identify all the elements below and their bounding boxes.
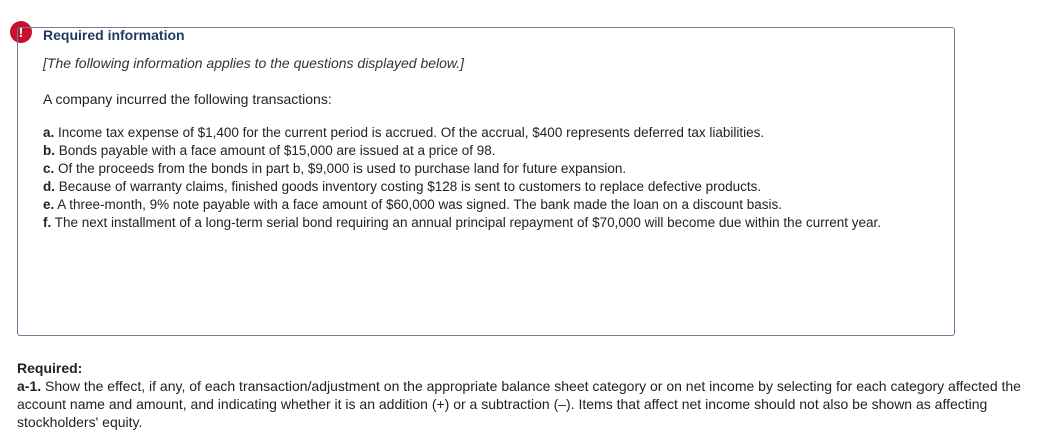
transaction-text: Because of warranty claims, finished goods inventory costing $128 is sent to customers to replace defective products. [58,179,762,194]
requirement-text: Show the effect, if any, of each transaction/adjustment on the appropriate balance sheet category or on net income by selecting for each category affected the account name and amount, and indicating whether it is an addition (+) or a subtraction (–). Items that affect net income should not also be shown as affecting stockholders' equity. [17,378,1021,430]
transaction-letter: e. [43,197,55,212]
transaction-text: Bonds payable with a face amount of $15,000 are issued at a price of 98. [58,143,496,158]
transaction-item-f [43,214,903,232]
transaction-text: Income tax expense of $1,400 for the current period is accrued. Of the accrual, $400 represents deferred tax liabilities. [58,125,765,140]
transaction-item-a [43,124,903,142]
transaction-item-d [43,178,903,196]
transaction-text: A three-month, 9% note payable with a face amount of $60,000 was signed. The bank made the loan on a discount basis. [57,197,783,212]
transaction-letter: c. [43,161,55,176]
info-intro: A company incurred the following transactions: [43,91,332,107]
requirement-number: a-1. [17,378,42,394]
required-section [17,359,1032,431]
transaction-letter: d. [43,179,55,194]
transaction-item-e [43,196,903,214]
transaction-item-b [43,142,903,160]
alert-icon: ! [10,21,32,43]
transaction-letter: a. [43,125,55,140]
required-instruction [17,377,1032,431]
transaction-letter: b. [43,143,55,158]
transaction-text: The next installment of a long-term serial bond requiring an annual principal repayment of $70,000 will become due within the current year. [54,215,881,230]
transaction-letter: f. [43,215,52,230]
info-note: [The following information applies to the questions displayed below.] [43,55,465,71]
transaction-text: Of the proceeds from the bonds in part b, $9,000 is used to purchase land for future expansion. [58,161,627,176]
required-heading: Required: [17,360,83,376]
transaction-list [43,124,903,232]
transaction-item-c [43,160,903,178]
info-title: Required information [43,27,185,43]
